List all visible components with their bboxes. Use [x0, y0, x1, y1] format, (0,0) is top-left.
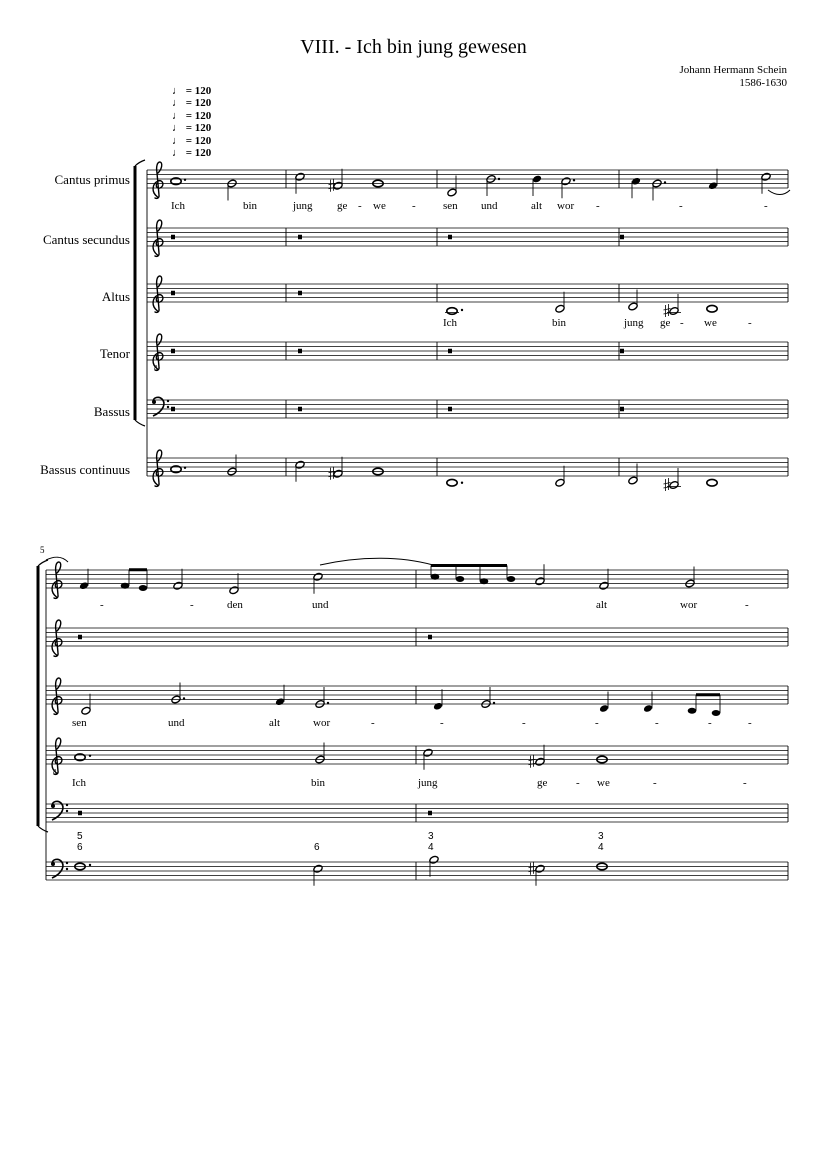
whole-note	[447, 308, 457, 315]
lyric-hyphen: -	[190, 599, 194, 611]
measure-rest	[448, 407, 452, 412]
treble-clef	[52, 620, 62, 656]
octave-mark: 8	[53, 768, 57, 776]
augmentation-dot	[89, 755, 91, 757]
figured-bass-figure: 6	[77, 842, 83, 853]
tempo-mark: ♩ = 120	[172, 97, 212, 110]
lyric-hyphen: -	[748, 717, 752, 729]
tempo-mark: ♩ = 120	[172, 85, 212, 97]
lyric-syllable: jung	[418, 777, 438, 789]
measure-rest	[428, 811, 432, 816]
octave-mark: 8	[154, 364, 158, 372]
lyric-hyphen: -	[522, 717, 526, 729]
lyric-syllable: we	[373, 200, 386, 212]
lyric-hyphen: -	[745, 599, 749, 611]
treble-clef	[52, 678, 62, 714]
augmentation-dot	[183, 697, 185, 699]
treble-clef	[153, 162, 163, 198]
lyric-syllable: ge	[337, 200, 348, 212]
lyric-syllable: alt	[596, 599, 607, 611]
measure-rest	[171, 407, 175, 412]
sharp-sign	[529, 862, 536, 875]
eighth-note	[507, 576, 516, 582]
instrument-name-bassus-continuus: Bassus continuus	[40, 462, 130, 477]
measure-rest	[171, 291, 175, 296]
composer-name: Johann Hermann Schein	[679, 64, 787, 76]
augmentation-dot	[89, 864, 91, 866]
measure-rest	[298, 235, 302, 240]
tempo-mark: ♩ = 120	[172, 109, 212, 122]
tie	[46, 557, 68, 562]
lyric-hyphen: -	[748, 317, 752, 329]
lyric-hyphen: -	[358, 200, 362, 212]
instrument-name-bassus: Bassus	[93, 404, 130, 419]
sharp-sign	[529, 755, 536, 768]
lyric-syllable: Ich	[72, 777, 87, 789]
lyric-syllable: bin	[243, 200, 258, 212]
augmentation-dot	[664, 181, 666, 183]
eighth-note	[688, 708, 697, 714]
tempo-mark: ♩ = 120	[172, 147, 212, 160]
treble-clef	[153, 276, 163, 312]
measure-rest	[171, 235, 175, 240]
lyric-syllable: wor	[557, 200, 575, 212]
lyric-syllable: we	[597, 777, 610, 789]
instrument-name-cantus-primus: Cantus primus	[54, 172, 130, 187]
whole-note	[707, 305, 717, 312]
measure-rest	[620, 407, 624, 412]
lyric-hyphen: -	[679, 200, 683, 212]
lyric-syllable: und	[481, 200, 498, 212]
lyric-syllable: alt	[269, 717, 280, 729]
treble-clef	[153, 220, 163, 256]
augmentation-dot	[498, 178, 500, 180]
figured-bass-figure: 3	[428, 831, 434, 842]
tempo-mark: ♩ = 120	[172, 122, 212, 135]
lyric-syllable: wor	[313, 717, 331, 729]
eighth-note	[431, 574, 440, 580]
measure-rest	[620, 349, 624, 354]
lyric-syllable: ge	[537, 777, 548, 789]
augmentation-dot	[461, 482, 463, 484]
lyric-hyphen: -	[743, 777, 747, 789]
measure-rest	[298, 349, 302, 354]
lyric-hyphen: -	[655, 717, 659, 729]
instrument-name-altus: Altus	[101, 289, 130, 304]
figured-bass-figure: 5	[77, 831, 83, 842]
tie	[320, 558, 433, 565]
measure-rest	[428, 635, 432, 640]
lyric-syllable: jung	[624, 317, 644, 329]
instrument-name-cantus-secundus: Cantus secundus	[42, 232, 130, 247]
tempo-mark: ♩ = 120	[172, 134, 212, 147]
lyric-hyphen: -	[440, 717, 444, 729]
lyric-syllable: bin	[552, 317, 567, 329]
composer-dates: 1586-1630	[739, 77, 787, 89]
treble-clef	[153, 450, 163, 486]
lyric-syllable: sen	[443, 200, 458, 212]
lyric-hyphen: -	[680, 317, 684, 329]
lyric-syllable: we	[704, 317, 717, 329]
measure-rest	[171, 349, 175, 354]
measure-number: 5	[40, 545, 45, 555]
lyric-syllable: und	[168, 717, 185, 729]
measure-rest	[298, 407, 302, 412]
augmentation-dot	[493, 702, 495, 704]
measure-rest	[448, 235, 452, 240]
eighth-note	[480, 578, 489, 584]
lyric-hyphen: -	[708, 717, 712, 729]
lyric-hyphen: -	[100, 599, 104, 611]
lyric-hyphen: -	[596, 200, 600, 212]
measure-rest	[448, 349, 452, 354]
lyric-hyphen: -	[764, 200, 768, 212]
lyric-syllable: bin	[311, 777, 326, 789]
lyric-syllable: sen	[72, 717, 87, 729]
lyric-syllable: Ich	[171, 200, 186, 212]
piece-title: VIII. - Ich bin jung gewesen	[300, 36, 527, 58]
figured-bass-figure: 4	[598, 842, 604, 853]
measure-rest	[620, 235, 624, 240]
lyric-hyphen: -	[653, 777, 657, 789]
whole-note	[447, 479, 457, 486]
lyric-hyphen: -	[595, 717, 599, 729]
lyric-syllable: jung	[293, 200, 313, 212]
figured-bass-figure: 4	[428, 842, 434, 853]
lyric-hyphen: -	[576, 777, 580, 789]
augmentation-dot	[573, 179, 575, 181]
whole-note	[707, 479, 717, 486]
figured-bass-figure: 3	[598, 831, 604, 842]
lyric-syllable: Ich	[443, 317, 458, 329]
augmentation-dot	[184, 467, 186, 469]
augmentation-dot	[184, 179, 186, 181]
augmentation-dot	[461, 309, 463, 311]
tie	[768, 190, 790, 195]
figured-bass-figure: 6	[314, 842, 320, 853]
eighth-note	[456, 576, 465, 582]
lyric-hyphen: -	[371, 717, 375, 729]
eighth-note	[712, 710, 721, 716]
lyric-syllable: alt	[531, 200, 542, 212]
measure-rest	[78, 635, 82, 640]
lyric-syllable: und	[312, 599, 329, 611]
augmentation-dot	[327, 702, 329, 704]
lyric-syllable: wor	[680, 599, 698, 611]
instrument-name-tenor: Tenor	[99, 346, 130, 361]
measure-rest	[298, 291, 302, 296]
measure-rest	[78, 811, 82, 816]
eighth-note	[121, 583, 130, 589]
lyric-syllable: ge	[660, 317, 671, 329]
lyric-hyphen: -	[412, 200, 416, 212]
eighth-note	[139, 585, 148, 591]
treble-clef	[52, 562, 62, 598]
lyric-syllable: den	[227, 599, 243, 611]
